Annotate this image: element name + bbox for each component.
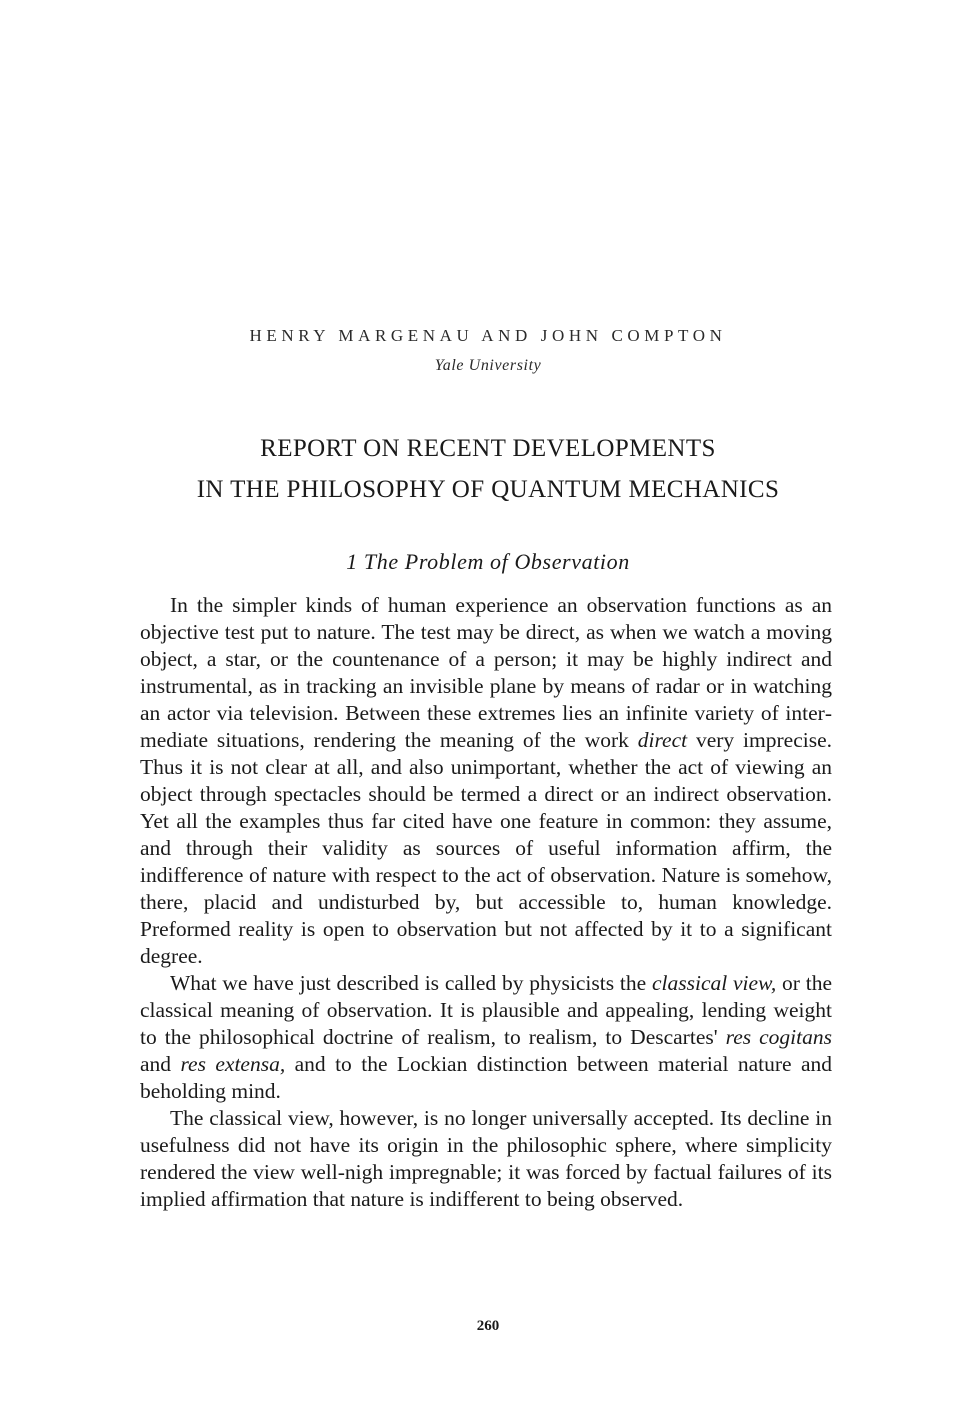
paragraph xyxy=(140,1105,832,1213)
article-title-line-1: REPORT ON RECENT DEVELOPMENTS xyxy=(260,435,716,462)
article-title-line-2: IN THE PHILOSOPHY OF QUANTUM MECHANICS xyxy=(196,476,780,503)
italic-text: direct xyxy=(637,728,688,752)
italic-text: res extensa, xyxy=(180,1052,286,1076)
text-run: very imprecise. Thus it is not clear at all, and also unimportant, whether the act of viewing an object through spectacles should be termed a direct or an indirect observation. Yet all the examples thus far cited have one feature in common: they assume, and through their validity as sources of useful information affirm, the indifference of nature with respect to the act of observation. Nature is somehow, there, placid and undisturbed by, but accessible to, human knowledge. Preformed reality is open to observation but not affected by it to a significant degree. xyxy=(140,728,832,968)
italic-text: classical view, xyxy=(651,971,777,995)
author-affiliation: Yale University xyxy=(434,357,542,374)
italic-text: res cogitans xyxy=(725,1025,833,1049)
text-run: In the simpler kinds of human experience an observation functions as an objective test put to nature. The test may be direct, as when we watch a moving object, a star, or the countenance of a person; it may be highly indirect and instrumental, as in tracking an invisible plane by means of radar or in watching an actor via television. Between these extremes lies an infinite variety of intermediate situations, rendering the meaning of the work xyxy=(140,593,832,752)
paragraph xyxy=(140,592,832,970)
section-heading: 1 The Problem of Observation xyxy=(346,549,630,574)
paragraph xyxy=(140,970,832,1105)
body-text xyxy=(140,592,832,1213)
text-run: and to the Lockian distinction between material nature and beholding mind. xyxy=(140,1052,833,1103)
text-run: or the classical meaning of observation. It is plausible and appealing, lending weight to the philosophical doctrine of realism, to realism, to Descartes' xyxy=(140,971,832,1049)
text-run: What we have just described is called by physicists the xyxy=(170,971,652,995)
text-run: and xyxy=(140,1052,181,1076)
text-run: The classical view, however, is no longer universally accepted. Its decline in usefulness did not have its origin in the philosophic sphere, where simplicity rendered the view well-nigh impregnable; it was forced by factual failures of its implied affirmation that nature is indifferent to being observed. xyxy=(140,1106,832,1211)
author-names: HENRY MARGENAU AND JOHN COMPTON xyxy=(249,326,727,345)
article-title xyxy=(0,428,976,510)
page-number: 260 xyxy=(476,1318,500,1334)
